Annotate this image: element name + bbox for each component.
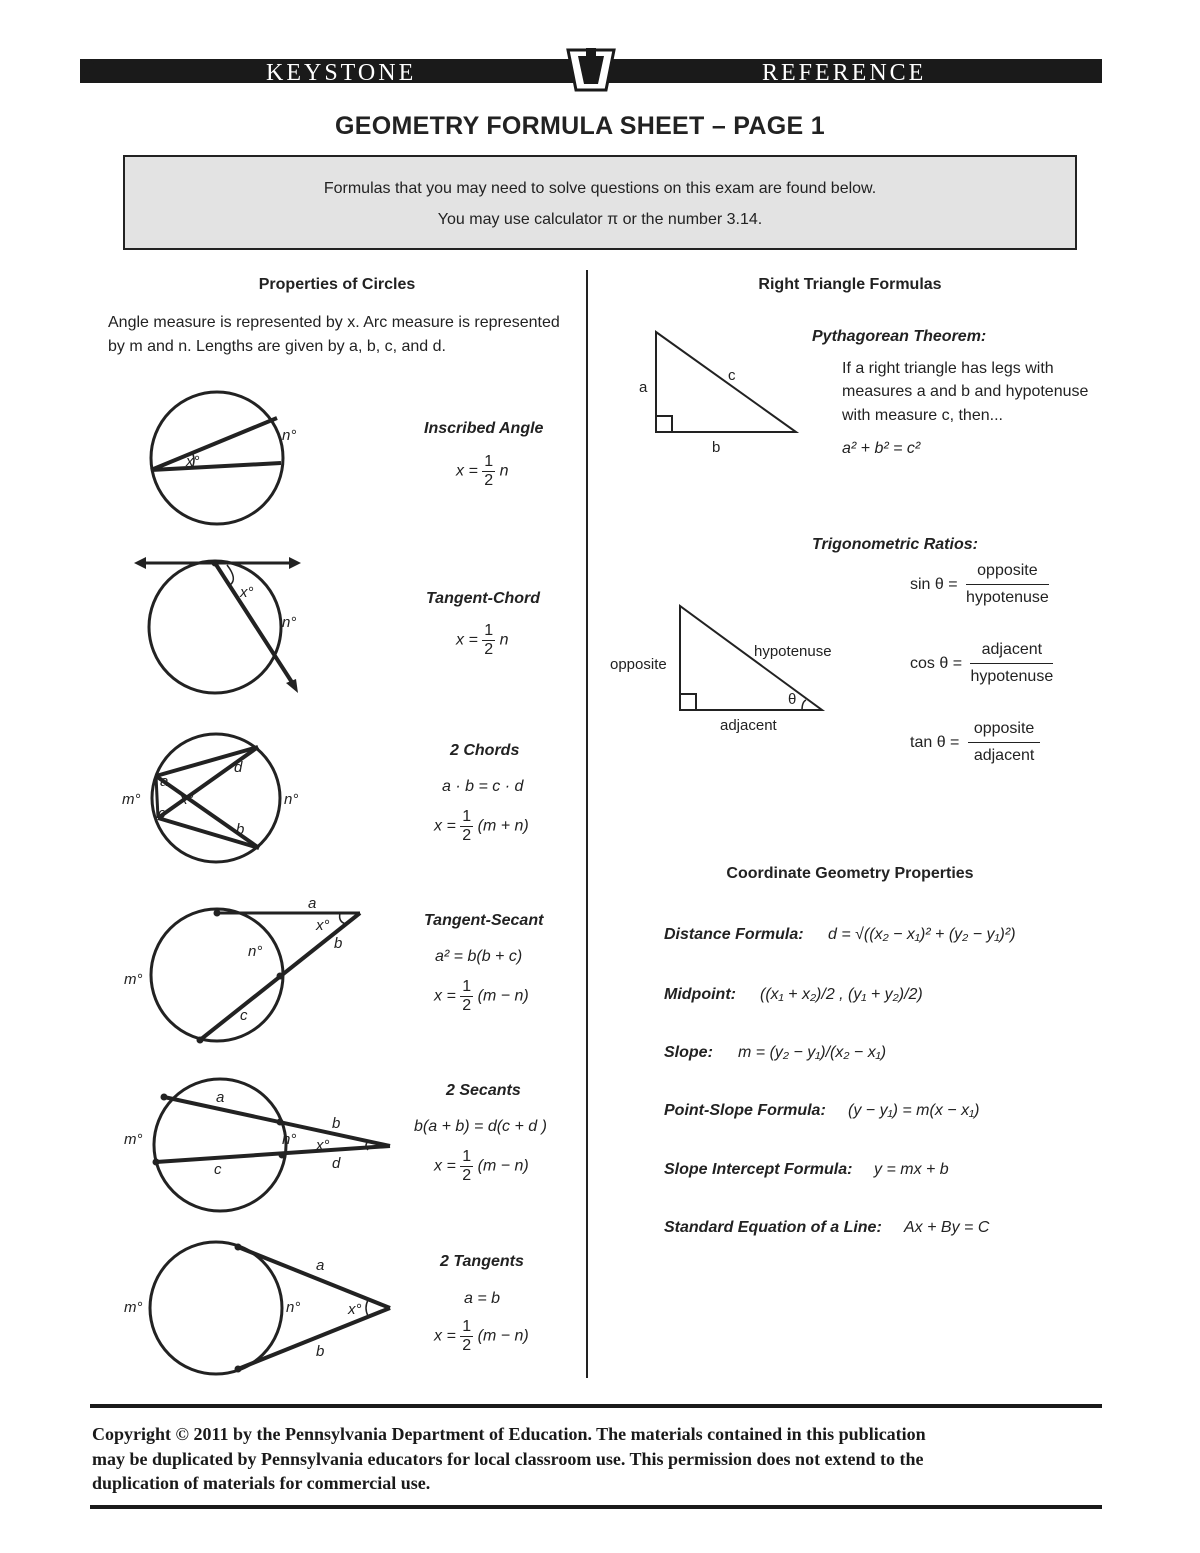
n-label: n° — [282, 614, 297, 631]
frac-den: 2 — [462, 827, 472, 844]
distance-formula-label: Distance Formula: — [664, 926, 804, 943]
frac-den: 2 — [484, 641, 494, 658]
x-label: x° — [240, 584, 254, 601]
copyright-line-1: Copyright © 2011 by the Pennsylvania Department of Education. The materials contained in this publication — [92, 1424, 926, 1444]
standard-equation-formula: Ax + By = C — [904, 1219, 990, 1236]
circles-intro-line-2: by m and n. Lengths are given by a, b, c, and d. — [108, 338, 446, 355]
frac-den: 2 — [462, 997, 472, 1014]
a-label: a — [216, 1089, 225, 1106]
keystone-reference-banner — [80, 56, 1102, 86]
x-eq-text: x = — [456, 631, 478, 649]
cos-numerator: adjacent — [970, 637, 1053, 664]
keystone-logo-icon — [564, 48, 618, 92]
pythagorean-title: Pythagorean Theorem: — [812, 328, 987, 345]
two-secants-formula-1: b(a + b) = d(c + d ) — [414, 1118, 547, 1135]
frac-den: 2 — [462, 1337, 472, 1354]
n-label: n° — [282, 1131, 297, 1148]
banner-right-text: REFERENCE — [762, 60, 927, 86]
tan-denominator: adjacent — [973, 747, 1035, 764]
d-label: d — [234, 759, 243, 776]
standard-equation-label: Standard Equation of a Line: — [664, 1219, 882, 1236]
x-eq-text: x = — [434, 1327, 456, 1345]
two-tangents-title: 2 Tangents — [440, 1253, 524, 1270]
inscribed-angle-formula — [456, 453, 509, 490]
a-label: a — [639, 379, 648, 396]
cos-label: cos θ = — [910, 654, 963, 672]
x-label: x° — [348, 1301, 362, 1318]
tangent-secant-formula-1: a² = b(b + c) — [435, 948, 523, 965]
frac-num: 1 — [462, 1318, 472, 1335]
b-label: b — [236, 821, 245, 838]
note-line-2: You may use calculator π or the number 3.14. — [437, 211, 763, 228]
b-label: b — [334, 935, 343, 952]
footer-bottom-rule — [90, 1505, 1102, 1509]
opposite-label: opposite — [610, 656, 667, 673]
pythagorean-formula: a² + b² = c² — [842, 440, 921, 457]
slope-intercept-label: Slope Intercept Formula: — [664, 1161, 853, 1178]
sin-label: sin θ = — [910, 575, 958, 593]
c-label: c — [240, 1007, 248, 1024]
sin-ratio — [910, 558, 1049, 611]
m-label: m° — [124, 1299, 143, 1316]
c-label: c — [214, 1161, 222, 1178]
b-label: b — [712, 439, 721, 456]
x-label: x° — [186, 453, 200, 470]
n-label: n° — [286, 1299, 301, 1316]
note-box — [123, 155, 1077, 250]
a-label: a — [316, 1257, 325, 1274]
x-eq-text: x = — [434, 987, 456, 1005]
c-label: c — [158, 805, 166, 822]
copyright-notice — [92, 1422, 1102, 1496]
inscribed-angle-title: Inscribed Angle — [424, 420, 544, 437]
adjacent-label: adjacent — [720, 717, 777, 734]
n-label: n° — [248, 943, 263, 960]
trig-triangle-diagram — [606, 600, 846, 740]
two-tangents-formula-2: x = $\frac{1}{2}$ (m − n) — [434, 1318, 529, 1354]
note-line-1: Formulas that you may need to solve questions on this exam are found below. — [323, 180, 877, 197]
pythagorean-line-3: with measure c, then... — [842, 407, 1003, 424]
inscribed-angle-diagram — [140, 390, 297, 530]
two-tangents-formula-1: a = b — [464, 1290, 501, 1307]
trig-ratios-title: Trigonometric Ratios: — [812, 536, 978, 553]
m-label: m° — [124, 971, 143, 988]
b-label: b — [332, 1115, 341, 1132]
c-label: c — [728, 367, 736, 384]
frac-den: 2 — [462, 1167, 472, 1184]
pythagorean-line-2: measures a and b and hypotenuse — [842, 383, 1089, 400]
two-secants-formula-2: x = $\frac{1}{2}$ (m − n) — [434, 1148, 529, 1184]
cos-denominator: hypotenuse — [970, 668, 1054, 685]
sin-numerator: opposite — [966, 558, 1049, 585]
frac-num: 1 — [484, 622, 494, 639]
page-title: GEOMETRY FORMULA SHEET – PAGE 1 — [335, 112, 825, 140]
frac-num: 1 — [462, 1148, 472, 1165]
tangent-secant-title: Tangent-Secant — [424, 912, 544, 929]
two-chords-formula-1: a · b = c · d — [442, 778, 524, 795]
tan-numerator: opposite — [968, 716, 1041, 743]
tangent-chord-diagram — [130, 555, 310, 700]
m-label: m° — [124, 1131, 143, 1148]
x-eq-text: x = — [434, 817, 456, 835]
circles-heading: Properties of Circles — [258, 276, 416, 293]
midpoint-label: Midpoint: — [664, 986, 736, 1003]
slope-intercept-formula: y = mx + b — [874, 1161, 949, 1178]
point-slope-label: Point-Slope Formula: — [664, 1102, 826, 1119]
frac-num: 1 — [484, 453, 494, 470]
n-var: n — [499, 462, 509, 480]
x-label: x° — [316, 917, 330, 934]
two-chords-formula-2: x = $\frac{1}{2}$ (m + n) — [434, 808, 529, 844]
circles-intro-line-1: Angle measure is represented by x. Arc measure is represented — [108, 314, 560, 331]
theta-label: θ — [788, 691, 797, 708]
x-label: x° — [316, 1137, 330, 1154]
two-secants-diagram — [120, 1070, 400, 1220]
x-label: x° — [180, 791, 194, 808]
coordinate-heading: Coordinate Geometry Properties — [726, 865, 974, 882]
hypotenuse-label: hypotenuse — [754, 643, 832, 660]
sin-denominator: hypotenuse — [966, 589, 1049, 606]
tan-ratio — [910, 716, 1040, 769]
two-chords-diagram — [118, 730, 308, 870]
tangent-chord-title: Tangent-Chord — [426, 590, 541, 607]
n-var: n — [499, 631, 509, 649]
banner-left-text: KEYSTONE — [266, 60, 417, 86]
slope-formula: m = (y₂ − y₁)/(x₂ − x₁) — [738, 1044, 887, 1061]
tangent-secant-diagram — [120, 890, 370, 1050]
slope-label: Slope: — [664, 1044, 713, 1061]
d-label: d — [332, 1155, 341, 1172]
b-label: b — [316, 1343, 325, 1360]
n-label: n° — [284, 791, 299, 808]
right-triangle-heading: Right Triangle Formulas — [758, 276, 942, 293]
tangent-secant-formula-2: x = $\frac{1}{2}$ (m − n) — [434, 978, 529, 1014]
n-label: n° — [282, 427, 297, 444]
cos-ratio — [910, 637, 1053, 690]
pythagorean-line-1: If a right triangle has legs with — [842, 360, 1054, 377]
a-label: a — [160, 773, 169, 790]
x-eq-text: x = — [456, 462, 478, 480]
tan-label: tan θ = — [910, 733, 960, 751]
point-slope-formula: (y − y₁) = m(x − x₁) — [848, 1102, 980, 1119]
pythagorean-triangle-diagram — [630, 326, 810, 456]
distance-formula: d = √((x₂ − x₁)² + (y₂ − y₁)²) — [828, 926, 1016, 943]
a-label: a — [308, 895, 317, 912]
tangent-chord-formula — [456, 622, 509, 659]
two-chords-title: 2 Chords — [450, 742, 520, 759]
two-tangents-diagram — [120, 1238, 400, 1383]
frac-den: 2 — [484, 472, 494, 489]
copyright-line-3: duplication of materials for commercial use. — [92, 1473, 431, 1493]
x-eq-text: x = — [434, 1157, 456, 1175]
m-label: m° — [122, 791, 141, 808]
frac-num: 1 — [462, 978, 472, 995]
frac-num: 1 — [462, 808, 472, 825]
copyright-line-2: may be duplicated by Pennsylvania educators for local classroom use. This permission does not extend to the — [92, 1448, 924, 1469]
footer-top-rule — [90, 1404, 1102, 1408]
two-secants-title: 2 Secants — [446, 1082, 521, 1099]
midpoint-formula: ((x₁ + x₂)/2 , (y₁ + y₂)/2) — [760, 986, 923, 1003]
column-divider — [586, 270, 588, 1378]
